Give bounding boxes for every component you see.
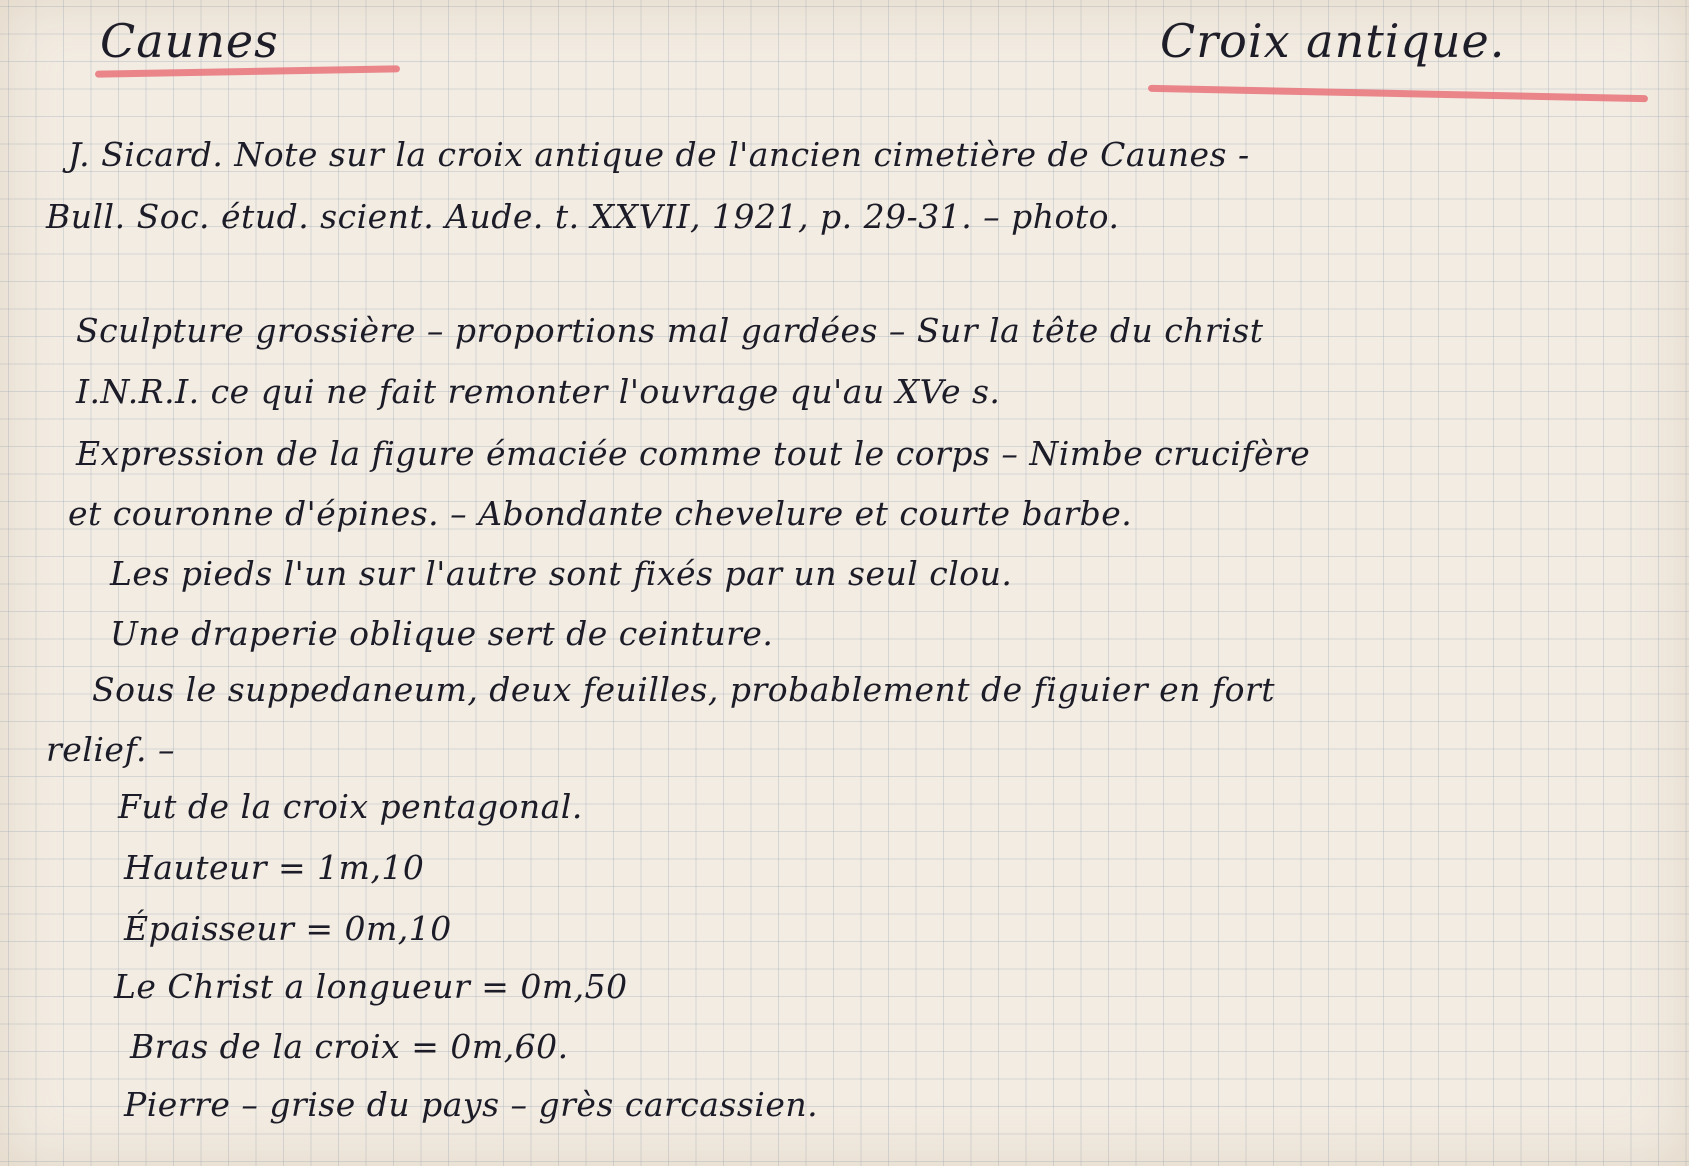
text-line: Sculpture grossière – proportions mal gardées – Sur la tête du christ bbox=[76, 311, 1264, 350]
text-line: Les pieds l'un sur l'autre sont fixés par un seul clou. bbox=[110, 554, 1013, 593]
text-line: Le Christ a longueur = 0m,50 bbox=[114, 967, 628, 1006]
text-line: Pierre – grise du pays – grès carcassien. bbox=[124, 1085, 819, 1124]
text-line: Sous le suppedaneum, deux feuilles, probablement de figuier en fort bbox=[92, 670, 1276, 709]
subject-underline bbox=[1148, 85, 1648, 102]
text-line: relief. – bbox=[46, 730, 175, 769]
text-line: I.N.R.I. ce qui ne fait remonter l'ouvrage qu'au XVe s. bbox=[76, 372, 1001, 411]
text-line: Bras de la croix = 0m,60. bbox=[130, 1027, 569, 1066]
place-heading: Caunes bbox=[100, 14, 279, 68]
text-line: J. Sicard. Note sur la croix antique de l'ancien cimetière de Caunes - bbox=[68, 135, 1250, 174]
text-line: Bull. Soc. étud. scient. Aude. t. XXVII, 1921, p. 29-31. – photo. bbox=[46, 197, 1120, 236]
text-line: Fut de la croix pentagonal. bbox=[118, 787, 583, 826]
text-line: Expression de la figure émaciée comme tout le corps – Nimbe crucifère bbox=[76, 434, 1311, 473]
text-line: Hauteur = 1m,10 bbox=[124, 848, 425, 887]
text-line: Une draperie oblique sert de ceinture. bbox=[110, 614, 774, 653]
text-line: et couronne d'épines. – Abondante chevelure et courte barbe. bbox=[68, 494, 1133, 533]
text-line: Épaisseur = 0m,10 bbox=[124, 909, 452, 948]
subject-heading: Croix antique. bbox=[1160, 14, 1506, 68]
